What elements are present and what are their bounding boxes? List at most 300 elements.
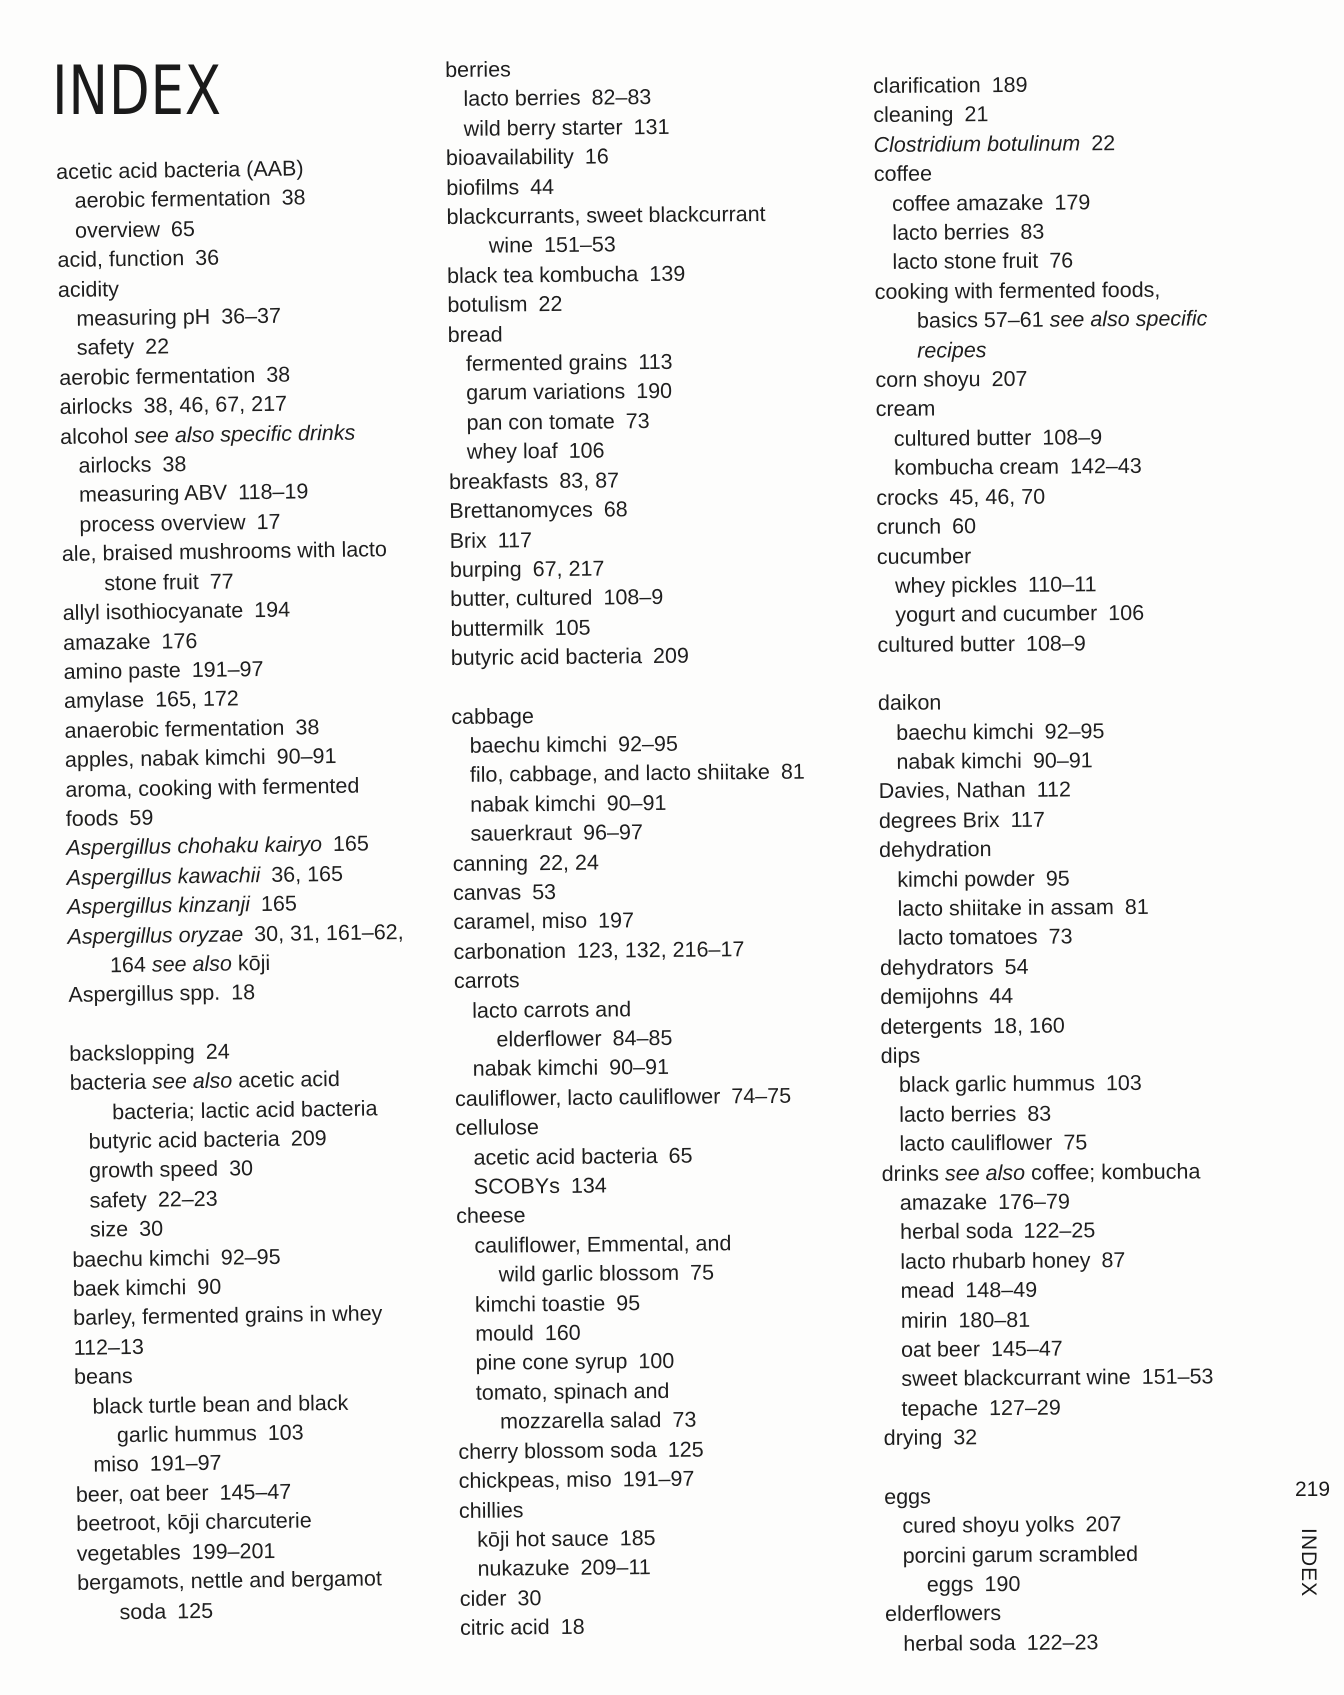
index-term: wild berry starter — [463, 115, 623, 141]
index-pages: 45, 46, 70 — [949, 484, 1046, 510]
index-pages: 176 — [161, 628, 198, 653]
index-term: baek kimchi — [72, 1275, 187, 1301]
index-pages: 127–29 — [988, 1395, 1061, 1421]
index-pages: 125 — [667, 1437, 704, 1462]
index-entry — [459, 1492, 879, 1525]
index-pages: 106 — [1108, 601, 1145, 626]
index-entry — [451, 698, 871, 731]
index-term: bread — [447, 322, 503, 347]
index-term: aerobic fermentation — [59, 362, 256, 390]
index-entry — [446, 199, 866, 232]
index-term: Aspergillus kawachii — [66, 862, 261, 890]
index-term: bacteria; lactic acid bacteria — [111, 1095, 378, 1124]
index-entry — [876, 451, 1276, 484]
index-term: lacto berries — [899, 1101, 1017, 1127]
index-term: nabak kimchi — [472, 1055, 599, 1082]
index-pages: 110–11 — [1027, 572, 1097, 597]
index-pages: 77 — [209, 569, 234, 594]
index-term: Brix — [449, 528, 487, 553]
index-term: buttermilk — [450, 615, 544, 641]
index-entry — [446, 140, 866, 173]
index-pages: 194 — [254, 597, 291, 623]
index-entry — [885, 1538, 1285, 1571]
index-term: growth speed — [88, 1157, 219, 1184]
index-term: cherry blossom soda — [458, 1437, 657, 1464]
index-pages: 151–53 — [543, 232, 616, 258]
index-pages: 22–23 — [157, 1186, 218, 1212]
index-term: beer, oat beer — [75, 1480, 209, 1507]
index-term: black tea kombucha — [446, 261, 639, 288]
index-entry — [77, 1593, 447, 1628]
index-entry — [449, 493, 869, 526]
index-term: acid, function — [57, 246, 185, 273]
index-entry — [874, 157, 1274, 190]
index-pages: 22 — [538, 292, 563, 317]
index-term: tepache — [901, 1396, 979, 1421]
index-pages: 207 — [991, 366, 1028, 392]
index-term: cucumber — [876, 543, 972, 569]
index-pages: 17 — [256, 509, 281, 534]
index-entry — [877, 628, 1277, 661]
index-entry — [881, 1098, 1281, 1131]
index-pages: 30 — [517, 1585, 542, 1611]
index-term: anaerobic fermentation — [64, 715, 285, 743]
index-term: eggs — [884, 1484, 931, 1509]
index-term: butyric acid bacteria — [88, 1126, 280, 1154]
index-entry — [457, 1287, 877, 1320]
index-pages: 95 — [616, 1290, 641, 1316]
index-entry — [879, 774, 1279, 807]
index-term: dips — [880, 1043, 921, 1068]
index-pages: 134 — [570, 1173, 607, 1198]
index-entry — [455, 1110, 875, 1143]
index-term: chillies — [458, 1497, 524, 1523]
index-pages: 209 — [290, 1126, 327, 1151]
index-pages: 16 — [584, 144, 609, 169]
index-term: amazake — [899, 1190, 988, 1215]
index-entry — [447, 228, 867, 261]
index-term: lacto berries — [463, 86, 581, 112]
index-entry — [876, 510, 1276, 543]
index-term: 164 see also kōji — [109, 950, 271, 978]
index-pages: 67, 217 — [532, 556, 605, 582]
index-entry — [451, 728, 871, 761]
index-term: oat beer — [900, 1337, 981, 1362]
index-term: basics 57–61 see also specific — [916, 306, 1208, 333]
index-pages: 36–37 — [221, 303, 282, 329]
index-entry — [877, 569, 1277, 602]
index-entry — [876, 422, 1276, 455]
index-entry — [452, 757, 872, 790]
index-term: sweet blackcurrant wine — [901, 1365, 1131, 1392]
index-pages: 81 — [780, 759, 805, 785]
index-term: foods — [65, 806, 119, 831]
index-term: amino paste — [63, 658, 181, 684]
index-term: chickpeas, miso — [458, 1467, 612, 1494]
index-term: amazake — [63, 629, 151, 655]
index-term: dehydrators — [879, 954, 994, 980]
index-pages: 92–95 — [1044, 718, 1105, 744]
index-term: black turtle bean and black — [92, 1390, 349, 1419]
index-pages: 92–95 — [220, 1244, 281, 1270]
index-pages: 160 — [544, 1320, 581, 1346]
index-pages: 103 — [267, 1420, 304, 1446]
index-term: biofilms — [446, 174, 520, 200]
index-entry — [882, 1156, 1282, 1189]
index-term: lacto tomatoes — [897, 925, 1038, 951]
index-term: caramel, miso — [453, 909, 588, 935]
index-pages: 191–97 — [622, 1466, 695, 1492]
index-entry — [877, 539, 1277, 572]
index-pages: 122–23 — [1026, 1629, 1099, 1655]
index-entry — [448, 375, 868, 408]
index-term: kōji hot sauce — [477, 1526, 609, 1552]
index-term: mirin — [900, 1308, 948, 1333]
index-entry — [453, 875, 873, 908]
index-pages: 75 — [689, 1260, 715, 1285]
index-term: nabak kimchi — [896, 748, 1022, 774]
index-pages: 18 — [231, 980, 256, 1005]
index-term: SCOBYs — [473, 1173, 560, 1199]
index-term: fermented grains — [465, 350, 628, 376]
index-pages: 30 — [138, 1216, 164, 1242]
index-entry — [880, 1009, 1280, 1042]
index-term: overview — [74, 217, 161, 243]
index-pages: 122–25 — [1023, 1218, 1096, 1244]
index-term: measuring pH — [76, 304, 211, 331]
index-term: carbonation — [453, 938, 567, 964]
index-term: bacteria see also acetic acid — [69, 1067, 340, 1096]
index-term: lacto carrots and — [472, 996, 632, 1023]
index-term: size — [89, 1217, 129, 1242]
index-entry — [450, 552, 870, 585]
index-pages: 38 — [162, 452, 187, 477]
index-pages: 65 — [668, 1143, 693, 1168]
index-pages: 108–9 — [1042, 425, 1103, 450]
index-entry — [882, 1215, 1282, 1248]
index-pages: 142–43 — [1069, 454, 1142, 479]
index-column-2 — [445, 52, 880, 1643]
index-column-3 — [873, 69, 1285, 1659]
index-pages: 151–53 — [1141, 1364, 1214, 1390]
index-term: airlocks — [59, 394, 133, 420]
index-pages: 82–83 — [591, 85, 652, 111]
index-pages: 112 — [1036, 777, 1072, 803]
index-pages: 18, 160 — [993, 1013, 1065, 1038]
index-term: black garlic hummus — [898, 1071, 1096, 1098]
index-pages: 83 — [1020, 219, 1045, 244]
index-pages: 108–9 — [1025, 631, 1086, 656]
index-term: mozzarella salad — [499, 1408, 662, 1434]
index-entry — [882, 1186, 1282, 1219]
index-entry — [876, 481, 1276, 514]
index-pages: 185 — [619, 1525, 656, 1551]
index-entry — [448, 317, 868, 350]
index-pages: 22, 24 — [538, 850, 599, 875]
index-term: airlocks — [78, 452, 152, 478]
index-term: porcini garum scrambled — [902, 1541, 1139, 1568]
index-entry — [459, 1551, 879, 1584]
index-entry — [446, 111, 866, 144]
index-term: sauerkraut — [470, 820, 573, 846]
index-term: whey pickles — [894, 572, 1018, 598]
index-entry — [877, 598, 1277, 631]
index-term: alcohol see also specific drinks — [59, 420, 356, 449]
index-entry — [458, 1434, 878, 1467]
index-entry — [448, 346, 868, 379]
index-term: filo, cabbage, and lacto shiitake — [469, 760, 771, 788]
index-entry — [455, 1140, 875, 1173]
index-pages: 207 — [1085, 1512, 1122, 1537]
index-term: soda — [119, 1599, 167, 1624]
index-entry — [873, 69, 1273, 102]
index-entry — [879, 862, 1279, 895]
index-entry — [459, 1522, 879, 1555]
index-entry — [879, 833, 1279, 866]
page-title: INDEX — [52, 52, 222, 131]
index-term: tomato, spinach and — [475, 1378, 670, 1405]
index-pages: 44 — [530, 174, 555, 199]
index-entry — [450, 581, 870, 614]
index-term: Aspergillus oryzae — [67, 921, 244, 949]
index-term: kimchi toastie — [474, 1291, 606, 1317]
index-pages: 131 — [633, 114, 670, 140]
index-term: cellulose — [455, 1115, 540, 1141]
index-term: citric acid — [459, 1615, 550, 1641]
index-pages: 123, 132, 216–17 — [576, 936, 745, 963]
index-term: cleaning — [873, 102, 954, 128]
index-entry — [873, 128, 1273, 161]
index-pages: 22 — [1091, 130, 1116, 156]
index-term: vegetables — [76, 1539, 181, 1566]
index-term: aerobic fermentation — [74, 186, 271, 214]
index-entry — [878, 686, 1278, 719]
index-term: beetroot, kōji charcuterie — [76, 1508, 312, 1537]
index-term: cauliflower, Emmental, and — [474, 1231, 732, 1258]
index-term: butter, cultured — [450, 585, 593, 612]
index-entry — [449, 464, 869, 497]
index-term: acetic acid bacteria (AAB) — [56, 156, 304, 184]
index-term: Aspergillus kinzanji — [66, 892, 251, 920]
index-entry — [445, 52, 865, 85]
index-term: cultured butter — [893, 425, 1032, 451]
index-term: bioavailability — [445, 144, 574, 171]
index-pages: 18 — [560, 1614, 585, 1640]
index-term: baechu kimchi — [72, 1245, 210, 1272]
index-term: elderflower — [496, 1026, 602, 1052]
index-term: clarification — [873, 73, 981, 98]
index-entry — [445, 81, 865, 114]
index-entry — [875, 363, 1275, 396]
index-term: breakfasts — [448, 468, 549, 494]
index-entry — [452, 787, 872, 820]
index-entry — [453, 845, 873, 878]
index-term: safety — [76, 335, 135, 361]
index-pages: 191–97 — [149, 1451, 222, 1477]
index-term: cider — [459, 1586, 507, 1611]
index-entry — [455, 1051, 875, 1084]
index-pages: 22 — [145, 334, 170, 360]
index-term: miso — [93, 1452, 139, 1478]
index-entry — [880, 921, 1280, 954]
index-entry — [878, 715, 1278, 748]
index-term: dehydration — [879, 837, 992, 863]
index-entry — [68, 976, 438, 1011]
index-pages: 81 — [1124, 894, 1149, 920]
index-entry — [876, 392, 1276, 425]
index-term: garum variations — [466, 379, 626, 406]
index-pages: 83 — [1027, 1101, 1052, 1126]
index-term: degrees Brix — [878, 807, 1000, 833]
index-pages: 209 — [652, 643, 689, 669]
index-pages: 38 — [281, 185, 306, 211]
index-pages: 84–85 — [612, 1025, 673, 1051]
index-pages: 65 — [170, 216, 196, 242]
index-pages: 74–75 — [731, 1083, 792, 1109]
index-pages: 68 — [603, 497, 628, 522]
index-entry — [450, 611, 870, 644]
index-column-1 — [56, 153, 448, 1628]
index-entry — [885, 1627, 1285, 1660]
index-entry — [450, 522, 870, 555]
index-entry — [882, 1274, 1282, 1307]
index-pages: 165, 172 — [154, 686, 239, 712]
index-pages: 87 — [1101, 1247, 1126, 1273]
index-pages: 38 — [266, 362, 291, 387]
index-term: mould — [475, 1321, 534, 1346]
index-term: cultured butter — [877, 631, 1016, 657]
index-entry — [447, 258, 867, 291]
index-pages: 113 — [638, 349, 673, 375]
index-term: garlic hummus — [116, 1421, 257, 1448]
index-term: lacto stone fruit — [892, 249, 1039, 275]
index-entry — [457, 1316, 877, 1349]
index-pages: 24 — [205, 1039, 230, 1064]
index-term: safety — [89, 1187, 148, 1213]
index-pages: 191–97 — [191, 656, 264, 682]
running-head: INDEX — [1297, 1528, 1320, 1598]
index-term: kimchi powder — [897, 866, 1035, 892]
index-pages: 36 — [195, 245, 220, 271]
index-pages: 95 — [1045, 866, 1070, 891]
index-entry — [460, 1610, 880, 1643]
index-entry — [454, 1022, 874, 1055]
index-pages: 32 — [953, 1425, 978, 1450]
index-term: daikon — [877, 690, 942, 716]
index-pages: 73 — [1048, 924, 1073, 950]
index-entry — [874, 216, 1274, 249]
index-pages: 38, 46, 67, 217 — [143, 391, 288, 418]
index-entry — [456, 1228, 876, 1261]
index-entry — [882, 1245, 1282, 1278]
page-number: 219 — [1295, 1478, 1331, 1501]
index-term: Brettanomyces — [449, 497, 593, 524]
index-entry — [879, 892, 1279, 925]
index-pages: 176–79 — [998, 1189, 1070, 1215]
index-term: carrots — [453, 968, 520, 994]
index-term: elderflowers — [885, 1601, 1002, 1627]
index-entry — [883, 1333, 1283, 1366]
index-term: demijohns — [880, 984, 979, 1010]
index-term: wild garlic blossom — [498, 1261, 680, 1287]
index-pages: 59 — [129, 805, 154, 830]
index-pages: 53 — [532, 879, 557, 905]
index-entry — [455, 1081, 875, 1114]
index-entry — [457, 1257, 877, 1290]
index-pages: 73 — [625, 408, 650, 434]
index-pages: 103 — [1105, 1071, 1142, 1096]
index-entry — [881, 1068, 1281, 1101]
index-term: cured shoyu yolks — [902, 1512, 1075, 1538]
index-pages: 100 — [638, 1349, 675, 1374]
index-entry — [67, 917, 437, 952]
index-entry — [883, 1303, 1283, 1336]
index-pages: 145–47 — [219, 1479, 292, 1505]
index-term: canning — [452, 850, 529, 876]
index-term: baechu kimchi — [896, 719, 1034, 745]
index-entry — [447, 287, 867, 320]
index-pages: 83, 87 — [559, 468, 620, 493]
index-term: cauliflower, lacto cauliflower — [454, 1084, 721, 1111]
index-entry — [460, 1581, 880, 1614]
index-pages: 76 — [1049, 248, 1074, 274]
index-pages: 90–91 — [609, 1055, 670, 1080]
index-term: cheese — [456, 1203, 526, 1229]
index-term: cooking with fermented foods, — [874, 277, 1161, 304]
index-term: Aspergillus chohaku kairyo — [66, 832, 323, 861]
index-term: wine — [488, 233, 534, 259]
index-entry — [885, 1568, 1285, 1601]
index-term: herbal soda — [903, 1630, 1016, 1656]
index-entry — [456, 1169, 876, 1202]
index-entry — [884, 1509, 1284, 1542]
index-term: eggs — [926, 1572, 974, 1597]
index-entry — [873, 98, 1273, 131]
index-pages: 108–9 — [603, 585, 664, 610]
index-pages: 105 — [554, 615, 591, 640]
index-pages: 30 — [228, 1156, 254, 1181]
index-pages: 118–19 — [238, 479, 309, 505]
index-pages: 60 — [952, 514, 977, 539]
index-pages: 179 — [1054, 189, 1091, 215]
index-entry — [875, 275, 1275, 308]
index-entry — [454, 963, 874, 996]
index-term: lacto berries — [892, 219, 1010, 245]
index-pages: 139 — [649, 261, 686, 286]
index-term: aroma, cooking with fermented — [65, 773, 360, 802]
index-entry — [62, 535, 432, 570]
index-term: butyric acid bacteria — [450, 644, 643, 671]
index-pages: 106 — [568, 438, 605, 464]
index-term: nukazuke — [477, 1556, 570, 1582]
index-term: Davies, Nathan — [878, 778, 1026, 804]
index-entry — [885, 1597, 1285, 1630]
index-term: yogurt and cucumber — [895, 601, 1098, 628]
index-term: drying — [883, 1425, 943, 1451]
index-pages: 165 — [260, 891, 297, 917]
index-pages: 199–201 — [191, 1538, 276, 1564]
index-entry — [452, 816, 872, 849]
index-term: crunch — [876, 514, 942, 540]
index-term: coffee amazake — [891, 190, 1044, 216]
index-pages: 145–47 — [990, 1336, 1063, 1362]
index-term: cream — [875, 396, 936, 422]
index-term: bergamots, nettle and bergamot — [76, 1566, 383, 1595]
index-term: stone fruit — [104, 569, 199, 596]
index-term: lacto rhubarb honey — [900, 1248, 1091, 1274]
index-term: barley, fermented grains in whey — [73, 1301, 383, 1331]
index-pages: 30, 31, 161–62, — [254, 919, 404, 946]
